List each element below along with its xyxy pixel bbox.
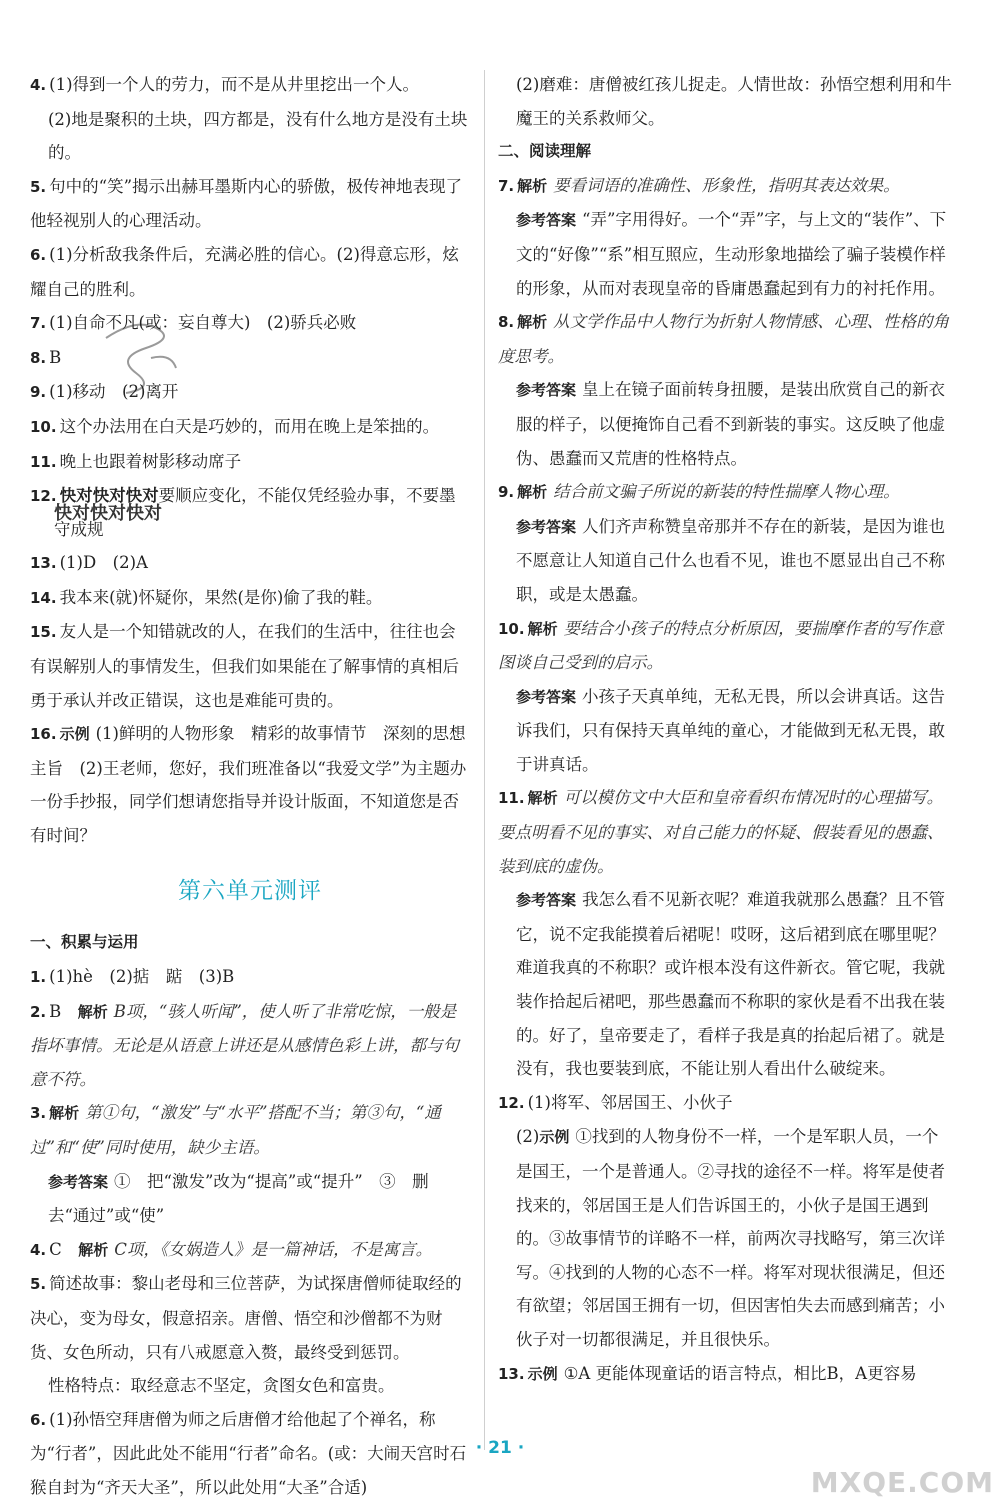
answer-text: “弄”字用得好。一个“弄”字，与上文的“装作”、下文的“好像”“系”相互照应，生动形象地描绘了骗子装模作样的形象，从而对表现皇帝的昏庸愚蠢起到有力的衬托作用。 [516,210,947,298]
example-tag: 示例 [539,1128,570,1147]
answer-text: ①A 更能体现童话的语言特点，相比B，A更容易 [563,1363,917,1383]
unit-question-5 [30,1267,470,1402]
analysis-tag: 解析 [517,176,548,195]
unit-question-2 [30,995,470,1097]
question-number: 5. [30,177,47,196]
reference-answer-tag: 参考答案 [516,381,577,400]
question-number: 10. [30,417,57,436]
question-number: 7. [498,176,515,195]
answer-text: ① 把“激发”改为“提高”或“提升” ③ 删去“通过”或“使” [48,1171,429,1226]
answer-text: (1)将军、邻居国王、小伙子 [527,1092,733,1112]
question-number: 8. [498,313,515,332]
section-heading: 二、阅读理解 [498,142,592,161]
question-number: 9. [30,383,47,402]
question-number: 5. [30,1275,47,1294]
question-11 [30,445,470,480]
answer-text: (1)hè (2)掂 踮 (3)B [49,967,235,987]
question-number: 4. [30,1240,47,1259]
question-12 [30,479,470,546]
question-10 [30,410,470,445]
analysis-tag: 解析 [527,789,558,808]
answer-text: 友人是一个知错就改的人，在我们的生活中，往往也会有误解别人的事情发生，但我们如果能在了解事情的真相后勇于承认并改正错误，这也是难能可贵的。 [30,622,459,710]
reading-question-8 [498,305,953,475]
question-6 [30,238,470,306]
answer-text: 皇上在镜子面前转身扭腰，是装出欣赏自己的新衣服的样子，以便掩饰自己看不到新装的事实。这反映了他虚伪、愚蠢而又荒唐的性格特点。 [516,380,946,468]
question-number: 13. [30,554,57,573]
answer-text: (2)磨难：唐僧被红孩儿捉走。人情世故：孙悟空想利用和牛魔王的关系救师父。 [516,75,952,128]
question-number: 4. [30,76,47,94]
question-13 [30,546,470,581]
unit-question-3 [30,1096,470,1232]
reference-answer-tag: 参考答案 [516,687,577,706]
question-number: 1. [30,968,47,987]
question-14 [30,581,470,616]
analysis-text: 结合前文骗子所说的新装的特性揣摩人物心理。 [553,482,900,502]
answer-choice: C [49,1239,62,1259]
question-number: 2. [30,1002,47,1021]
question-number: 10. [498,619,525,638]
question-5 [30,170,470,238]
analysis-text: B项，“骇人听闻”，使人听了非常吃惊，一般是指坏事情。无论是从语意上讲还是从感情色彩上讲，都与句意不符。 [30,1001,459,1089]
analysis-text: 要结合小孩子的特点分析原因，要揣摩作者的写作意图谈自己受到的启示。 [498,618,944,673]
question-number: 15. [30,623,57,642]
reading-question-9 [498,475,953,611]
question-9 [30,375,470,410]
answer-text: 人们齐声称赞皇帝那并不存在的新装，是因为谁也不愿意让人知道自己什么也看不见，谁也不愿显出自己不称职，或是太愚蠢。 [516,516,946,604]
analysis-tag: 解析 [78,1240,109,1259]
question-number: 11. [498,789,525,808]
reference-answer-tag: 参考答案 [516,891,577,910]
unit-question-6-part-2 [498,68,953,135]
question-number: 14. [30,588,57,607]
analysis-text: C项，《女娲造人》是一篇神话，不是寓言。 [114,1239,433,1259]
analysis-text: 从文学作品中人物行为折射人物情感、心理、性格的角度思考。 [498,312,950,366]
reading-question-10 [498,612,953,782]
answer-text: 守成规 [54,520,104,540]
question-number: 12. [30,487,57,506]
answer-text: (1)自命不凡(或：妄自尊大) (2)骄兵必败 [49,313,357,333]
analysis-tag: 解析 [517,313,548,332]
answer-text: 简述故事：黎山老母和三位菩萨，为试探唐僧师徒取经的决心，变为母女，假意招亲。唐僧、悟空和沙僧都不为财货、女色所动，只有八戒愿意入赘，最终受到惩罚。 [30,1274,462,1362]
analysis-text: 要看词语的准确性、形象性，指明其表达效果。 [553,175,900,195]
answer-text: 句中的“笑”揭示出赫耳墨斯内心的骄傲，极传神地表现了他轻视别人的心理活动。 [30,176,463,231]
reference-answer-tag: 参考答案 [516,211,577,230]
overlay-stamp-text: 快对快对快对 [54,503,162,525]
answer-text: (2)地是聚积的土块，四方都是，没有什么地方是没有土块的。 [48,109,468,163]
question-number: 7. [30,314,47,333]
question-8 [30,341,470,376]
question-number: 6. [30,245,47,264]
overlay-stamp-text: 快对快对快对 [59,486,159,506]
unit-question-4 [30,1233,470,1268]
answer-text: 要顺应变化，不能仅凭经验办事，不要墨 [158,486,456,506]
example-tag: 示例 [527,1364,558,1383]
analysis-tag: 解析 [77,1002,108,1021]
analysis-tag: 解析 [527,619,558,638]
question-number: 9. [498,483,515,502]
answer-text: (1)D (2)A [59,553,148,573]
analysis-text: 可以模仿文中大臣和皇帝看织布情况时的心理描写。要点明看不见的事实、对自己能力的怀疑、假装看见的愚蠢、装到底的虚伪。 [498,788,944,876]
analysis-text: 第①句，“激发”与“水平”搭配不当；第③句，“通过”和“使”同时使用，缺少主语。 [30,1103,441,1158]
unit-title: 第六单元测评 [178,878,322,905]
reading-question-12: 12. (1)将军、邻居国王、小伙子 (2)示例 ①找到的人物身份不一样，一个是军职人员，一个是国王，一个是普通人。②寻找的途径不一样。将军是使者找来的，邻居国王是人们告诉国王的，小伙子是国王遇到的。③故事情节的详略不一样，前两次寻找略写，第三次详写。④找到的人物的心态不一样。将军对现状很满足，但还有欲望；邻居国王拥有一切，但因害怕失去而感到痛苦；小伙子对一切都很满足，并且很快乐。 [498,1092,945,1349]
answer-text: (1)孙悟空拜唐僧为师之后唐僧才给他起了个禅名，称为“行者”，因此此处不能用“行者”命名。(或：大闹天宫时石猴自封为“齐天大圣”，所以此处用“大圣”合适) [30,1409,467,1497]
answer-text: (1)分析敌我条件后，充满必胜的信心。(2)得意忘形，炫耀自己的胜利。 [30,244,459,299]
answer-text: 晚上也跟着树影移动席子 [59,451,242,471]
analysis-tag: 解析 [517,483,548,502]
answer-text: (1)鲜明的人物形象 精彩的故事情节 深刻的思想主旨 (2)王老师，您好，我们班准备以“我爱文学”为主题办一份手抄报，同学们想请您指导并设计版面，不知道您是否有时间？ [30,724,467,845]
left-column [30,68,470,1505]
answer-text: (1)得到一个人的劳力，而不是从井里挖出一个人。 [49,75,420,94]
reading-question-13 [498,1357,953,1392]
example-tag: 示例 [59,725,90,744]
reference-answer-tag: 参考答案 [48,1172,109,1191]
answer-text: 我本来(就)怀疑你，果然(是你)偷了我的鞋。 [59,587,383,607]
answer-text: B [49,347,62,367]
page-number: · 21 · [475,1438,525,1458]
answer-text: 小孩子天真单纯，无私无畏，所以会讲真话。这告诉我们，只有保持天真单纯的童心，才能做到无私无畏，敢于讲真话。 [516,686,946,774]
answer-text: 我怎么看不见新衣呢？难道我就那么愚蠢？且不管它，说不定我能摸着后裙呢！哎呀，这后裙到底在哪里呢？难道我真的不称职？或许根本没有这件新衣。管它呢，我就装作拾起后裙吧，那些愚蠢而不称职的家伙是看不出我在装的。好了，皇帝要走了，看样子我是真的抬起后裙了。就是没有，我也要装到底，不能让别人看出什么破绽来。 [516,890,946,1079]
unit-question-1 [30,960,470,995]
question-number: 3. [30,1104,47,1123]
question-number: 12. [498,1093,525,1112]
question-15 [30,615,470,717]
question-number: 13. [498,1364,525,1383]
section-heading: 一、积累与运用 [30,933,139,952]
question-4 [30,68,470,170]
answer-text: ①找到的人物身份不一样，一个是军职人员，一个是国王，一个是普通人。②寻找的途径不一样。将军是使者找来的，邻居国王是人们告诉国王的，小伙子是国王遇到的。③故事情节的详略不一样，前两次寻找略写，第三次详写。④找到的人物的心态不一样。将军对现状很满足，但还有欲望；邻居国王拥有一切，但因害怕失去而感到痛苦；小伙子对一切都很满足，并且很快乐。 [516,1127,945,1349]
reading-question-11 [498,781,953,1085]
column-divider [484,70,485,1450]
question-number: 11. [30,452,57,471]
watermark-logo: MXQE.COM [810,1466,994,1499]
question-number: 6. [30,1410,47,1429]
answer-text: 性格特点：取经意志不坚定，贪图女色和富贵。 [48,1376,395,1396]
right-column [498,68,953,1391]
question-number: 8. [30,348,47,367]
reading-question-7 [498,169,953,305]
answer-choice: B [49,1001,62,1021]
answer-text: 这个办法用在白天是巧妙的，而用在晚上是笨拙的。 [59,416,440,436]
analysis-tag: 解析 [49,1104,80,1123]
reference-answer-tag: 参考答案 [516,517,577,536]
question-number: 16. [30,725,57,744]
question-16 [30,717,470,852]
answer-text: (1)移动 (2)离开 [49,382,179,402]
question-7 [30,306,470,341]
